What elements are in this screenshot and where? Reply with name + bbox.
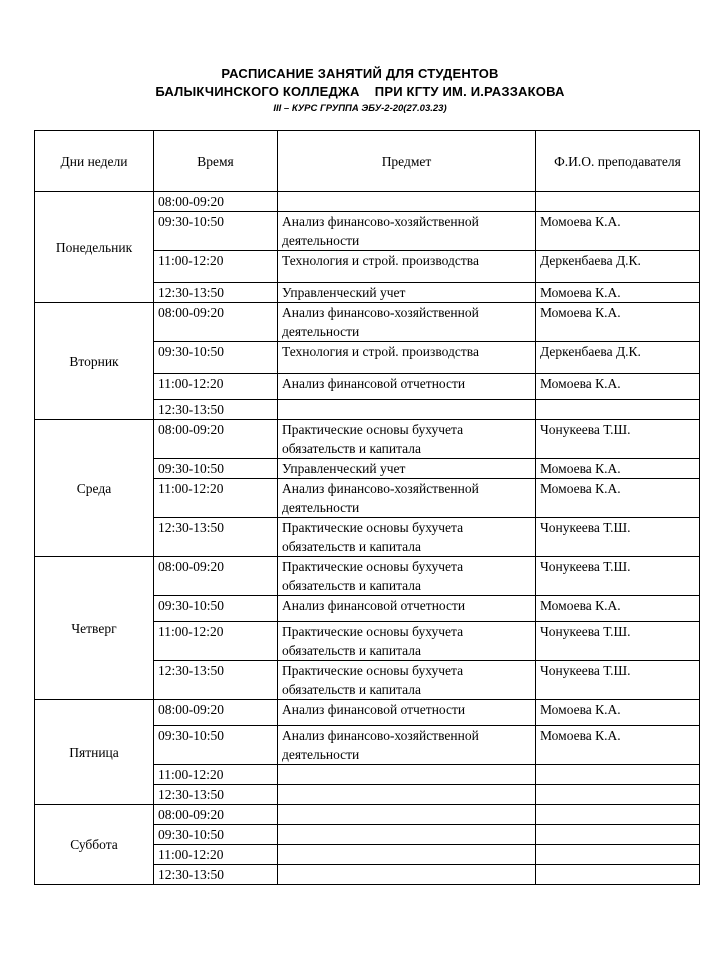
day-cell: Вторник bbox=[35, 303, 154, 420]
time-cell: 08:00-09:20 bbox=[154, 303, 278, 342]
time-cell: 11:00-12:20 bbox=[154, 251, 278, 283]
subject-cell bbox=[278, 845, 536, 865]
column-header-day: Дни недели bbox=[35, 131, 154, 192]
teacher-cell: Момоева К.А. bbox=[536, 596, 700, 622]
header-row bbox=[35, 131, 700, 192]
subject-cell bbox=[278, 805, 536, 825]
teacher-cell: Момоева К.А. bbox=[536, 726, 700, 765]
subject-cell: Анализ финансово-хозяйственной деятельности bbox=[278, 303, 536, 342]
subject-cell bbox=[278, 825, 536, 845]
subject-cell: Практические основы бухучета обязательств и капитала bbox=[278, 622, 536, 661]
column-header-time: Время bbox=[154, 131, 278, 192]
teacher-cell bbox=[536, 400, 700, 420]
subject-cell: Анализ финансово-хозяйственной деятельности bbox=[278, 726, 536, 765]
teacher-cell bbox=[536, 825, 700, 845]
teacher-cell: Чонукеева Т.Ш. bbox=[536, 420, 700, 459]
time-cell: 09:30-10:50 bbox=[154, 459, 278, 479]
table-row bbox=[35, 303, 700, 342]
day-cell: Четверг bbox=[35, 557, 154, 700]
time-cell: 08:00-09:20 bbox=[154, 700, 278, 726]
day-cell: Пятница bbox=[35, 700, 154, 805]
subject-cell: Анализ финансовой отчетности bbox=[278, 596, 536, 622]
teacher-cell: Момоева К.А. bbox=[536, 374, 700, 400]
time-cell: 08:00-09:20 bbox=[154, 557, 278, 596]
subject-cell: Анализ финансовой отчетности bbox=[278, 374, 536, 400]
table-row bbox=[35, 700, 700, 726]
subject-cell bbox=[278, 192, 536, 212]
schedule-table bbox=[34, 130, 700, 885]
table-row bbox=[35, 192, 700, 212]
teacher-cell bbox=[536, 865, 700, 885]
teacher-cell bbox=[536, 845, 700, 865]
subject-cell: Практические основы бухучета обязательств и капитала bbox=[278, 557, 536, 596]
teacher-cell: Момоева К.А. bbox=[536, 459, 700, 479]
time-cell: 11:00-12:20 bbox=[154, 845, 278, 865]
subject-cell: Практические основы бухучета обязательств и капитала bbox=[278, 518, 536, 557]
teacher-cell: Момоева К.А. bbox=[536, 303, 700, 342]
table-row bbox=[35, 805, 700, 825]
column-header-subject: Предмет bbox=[278, 131, 536, 192]
time-cell: 11:00-12:20 bbox=[154, 374, 278, 400]
teacher-cell bbox=[536, 805, 700, 825]
teacher-cell bbox=[536, 765, 700, 785]
day-cell: Среда bbox=[35, 420, 154, 557]
time-cell: 09:30-10:50 bbox=[154, 726, 278, 765]
time-cell: 12:30-13:50 bbox=[154, 283, 278, 303]
time-cell: 12:30-13:50 bbox=[154, 785, 278, 805]
subject-cell bbox=[278, 865, 536, 885]
time-cell: 11:00-12:20 bbox=[154, 479, 278, 518]
time-cell: 09:30-10:50 bbox=[154, 825, 278, 845]
teacher-cell: Момоева К.А. bbox=[536, 212, 700, 251]
column-header-teacher: Ф.И.О. преподавателя bbox=[536, 131, 700, 192]
teacher-cell bbox=[536, 192, 700, 212]
time-cell: 12:30-13:50 bbox=[154, 661, 278, 700]
subject-cell: Анализ финансово-хозяйственной деятельности bbox=[278, 479, 536, 518]
teacher-cell: Момоева К.А. bbox=[536, 479, 700, 518]
subject-cell: Анализ финансовой отчетности bbox=[278, 700, 536, 726]
day-cell: Суббота bbox=[35, 805, 154, 885]
time-cell: 09:30-10:50 bbox=[154, 596, 278, 622]
time-cell: 12:30-13:50 bbox=[154, 400, 278, 420]
subject-cell: Управленческий учет bbox=[278, 459, 536, 479]
subject-cell bbox=[278, 400, 536, 420]
time-cell: 08:00-09:20 bbox=[154, 420, 278, 459]
time-cell: 12:30-13:50 bbox=[154, 865, 278, 885]
time-cell: 12:30-13:50 bbox=[154, 518, 278, 557]
subject-cell: Технология и строй. производства bbox=[278, 342, 536, 374]
table-row bbox=[35, 420, 700, 459]
teacher-cell: Чонукеева Т.Ш. bbox=[536, 518, 700, 557]
time-cell: 11:00-12:20 bbox=[154, 622, 278, 661]
subject-cell: Технология и строй. производства bbox=[278, 251, 536, 283]
subject-cell bbox=[278, 765, 536, 785]
teacher-cell: Деркенбаева Д.К. bbox=[536, 342, 700, 374]
subject-cell bbox=[278, 785, 536, 805]
teacher-cell: Деркенбаева Д.К. bbox=[536, 251, 700, 283]
teacher-cell bbox=[536, 785, 700, 805]
teacher-cell: Момоева К.А. bbox=[536, 700, 700, 726]
schedule-subtitle: III – КУРС ГРУППА ЭБУ-2-20(27.03.23) bbox=[273, 103, 447, 114]
time-cell: 11:00-12:20 bbox=[154, 765, 278, 785]
table-row bbox=[35, 557, 700, 596]
schedule-title-line2: БАЛЫКЧИНСКОГО КОЛЛЕДЖА ПРИ КГТУ ИМ. И.РАЗЗАКОВА bbox=[155, 84, 565, 99]
subject-cell: Анализ финансово-хозяйственной деятельности bbox=[278, 212, 536, 251]
subject-cell: Управленческий учет bbox=[278, 283, 536, 303]
teacher-cell: Чонукеева Т.Ш. bbox=[536, 557, 700, 596]
subject-cell: Практические основы бухучета обязательств и капитала bbox=[278, 661, 536, 700]
teacher-cell: Момоева К.А. bbox=[536, 283, 700, 303]
subject-cell: Практические основы бухучета обязательств и капитала bbox=[278, 420, 536, 459]
time-cell: 09:30-10:50 bbox=[154, 342, 278, 374]
teacher-cell: Чонукеева Т.Ш. bbox=[536, 622, 700, 661]
time-cell: 09:30-10:50 bbox=[154, 212, 278, 251]
schedule-title-line1: РАСПИСАНИЕ ЗАНЯТИЙ ДЛЯ СТУДЕНТОВ bbox=[221, 66, 499, 81]
time-cell: 08:00-09:20 bbox=[154, 805, 278, 825]
day-cell: Понедельник bbox=[35, 192, 154, 303]
time-cell: 08:00-09:20 bbox=[154, 192, 278, 212]
teacher-cell: Чонукеева Т.Ш. bbox=[536, 661, 700, 700]
